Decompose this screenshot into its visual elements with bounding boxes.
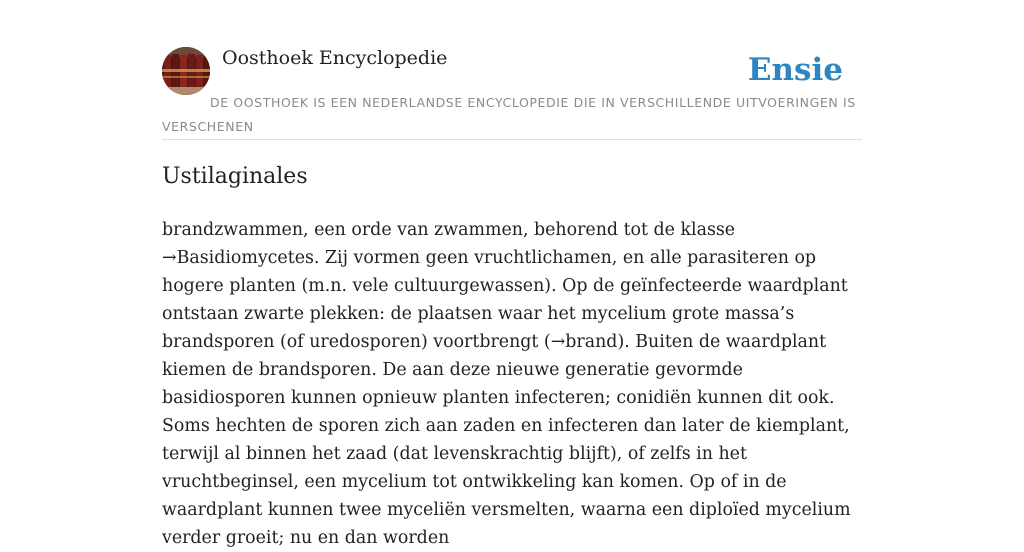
basidiomycetes-link[interactable]: →Basidiomycetes	[162, 248, 314, 268]
site-header	[162, 46, 862, 140]
brand-link[interactable]: →brand	[550, 332, 618, 352]
article-title: Ustilaginales	[162, 164, 308, 189]
article-text-2: . Zij vormen geen vruchtlichamen, en alle parasiteren op hogere planten (m.n. vele cultuurgewassen). Op de geïnfecteerde waardplant ontstaan zwarte plekken: de plaatsen waar het mycelium grote massa’s brandsporen (of uredosporen) voortbrengt (	[162, 248, 848, 352]
article-text-3: ). Buiten de waardplant kiemen de brandsporen. De aan deze nieuwe generatie gevormde basidiosporen kunnen opnieuw planten infecteren; conidiën kunnen dit ook. Soms hechten de sporen zich aan zaden en infecteren dan later de kiemplant, terwijl al binnen het zaad (dat levenskrachtig blijft), of zelfs in het vruchtbeginsel, een mycelium tot ontwikkeling kan komen. Op of in de waardplant kunnen twee myceliën versmelten, waarna een diploïed mycelium verder groeit; nu en dan worden	[162, 332, 851, 548]
header-divider	[162, 139, 862, 140]
article-text-1: brandzwammen, een orde van zwammen, behorend tot de klasse	[162, 220, 736, 240]
article-body	[162, 216, 867, 552]
encyclopedia-books-icon[interactable]	[162, 47, 210, 95]
brand-logo[interactable]: Ensie	[747, 52, 843, 88]
site-tagline: DE OOSTHOEK IS EEN NEDERLANDSE ENCYCLOPEDIE DIE IN VERSCHILLENDE UITVOERINGEN IS VERSCHENEN	[162, 95, 856, 134]
site-title[interactable]: Oosthoek Encyclopedie	[222, 47, 448, 69]
